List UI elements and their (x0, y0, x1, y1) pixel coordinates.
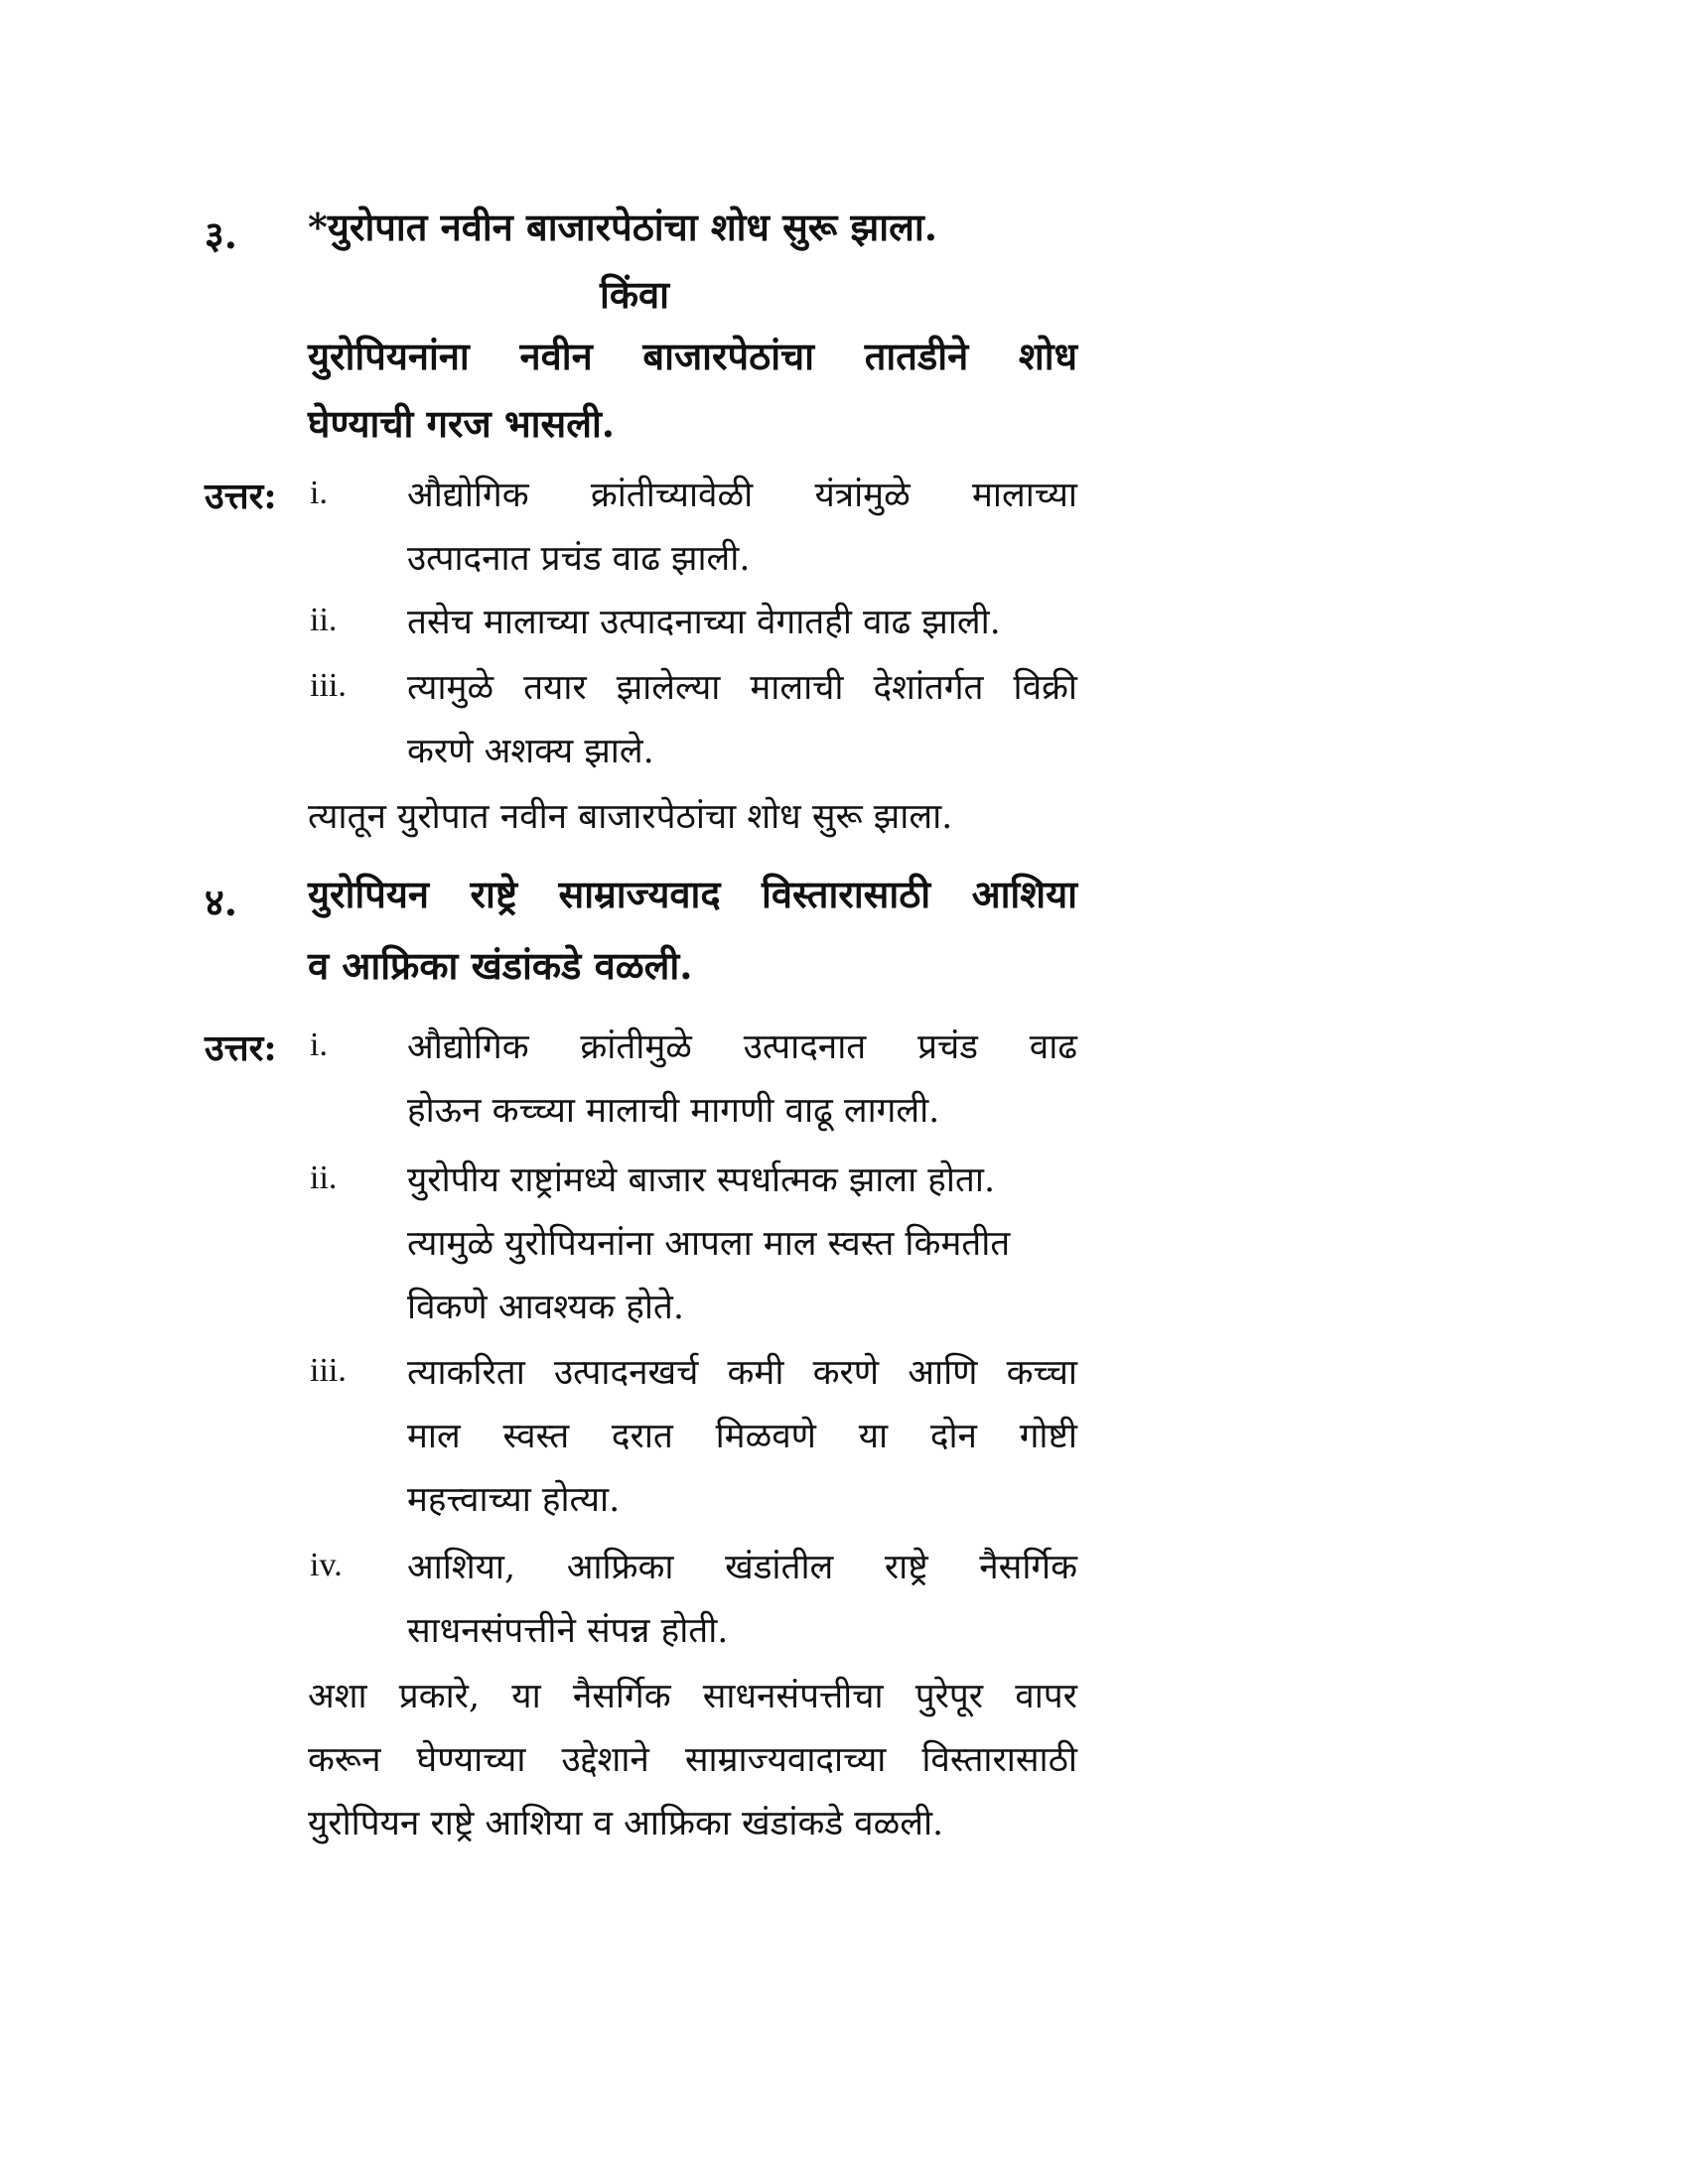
point-text-line: तसेच मालाच्या उत्पादनाच्या वेगातही वाढ झाली. (407, 603, 1001, 642)
conclusion: त्यातून युरोपात नवीन बाजारपेठांचा शोध सुरू झाला. (308, 797, 953, 837)
question-3-alt-line-2: घेण्याची गरज भासली. (308, 401, 616, 446)
point-text-line: औद्योगिक क्रांतीमुळे उत्पादनात प्रचंड वाढ (407, 1027, 1077, 1067)
question-4-title-line-2: व आफ्रिका खंडांकडे वळली. (308, 943, 693, 988)
answer-label: उत्तर: (205, 1027, 277, 1069)
point-text-line: औद्योगिक क्रांतीच्यावेळी यंत्रांमुळे मालाच्या (407, 476, 1077, 515)
point-text-line: होऊन कच्च्या मालाची मागणी वाढू लागली. (407, 1091, 940, 1131)
point-text-line: युरोपीय राष्ट्रांमध्ये बाजार स्पर्धात्मक झाला होता. (407, 1160, 996, 1200)
point-text-line: विकणे आवश्यक होते. (407, 1288, 684, 1327)
question-4-number: ४. (205, 880, 237, 924)
or-label: किंवा (600, 272, 669, 317)
question-3-number: ३. (205, 212, 237, 257)
point-text-line: करणे अशक्य झाले. (407, 732, 654, 771)
answer-label: उत्तर: (205, 476, 277, 517)
point-text-line: माल स्वस्त दरात मिळवणे या दोन गोष्टी (407, 1417, 1077, 1456)
question-3-alt-line-1: युरोपियनांना नवीन बाजारपेठांचा तातडीने शोध (308, 334, 1077, 378)
question-3-title: *युरोपात नवीन बाजारपेठांचा शोध सुरू झाला. (308, 205, 937, 249)
conclusion-line: अशा प्रकारे, या नैसर्गिक साधनसंपत्तीचा पुरेपूर वापर (308, 1677, 1077, 1716)
point-text-line: त्यामुळे तयार झालेल्या मालाची देशांतर्गत विक्री (407, 668, 1077, 708)
point-text-line: त्याकरिता उत्पादनखर्च कमी करणे आणि कच्चा (407, 1353, 1077, 1393)
question-4-title-line-1: युरोपियन राष्ट्रे साम्राज्यवाद विस्तारासाठी आशिया (308, 872, 1077, 916)
point-text-line: साधनसंपत्तीने संपन्न होती. (407, 1611, 729, 1651)
point-number: ii. (310, 602, 338, 638)
point-text-line: आशिया, आफ्रिका खंडांतील राष्ट्रे नैसर्गिक (407, 1548, 1077, 1587)
point-number: iii. (310, 667, 347, 704)
point-number: iii. (310, 1352, 347, 1389)
point-text-line: उत्पादनात प्रचंड वाढ झाली. (407, 539, 751, 579)
point-number: i. (310, 1026, 328, 1063)
conclusion-line: युरोपियन राष्ट्रे आशिया व आफ्रिका खंडांकडे वळली. (308, 1804, 944, 1843)
point-number: ii. (310, 1160, 338, 1196)
point-text-line: महत्त्वाच्या होत्या. (407, 1480, 621, 1520)
point-text-line: त्यामुळे युरोपियनांना आपला माल स्वस्त किमतीत (407, 1224, 1011, 1264)
conclusion-line: करून घेण्याच्या उद्देशाने साम्राज्यवादाच्या विस्तारासाठी (308, 1740, 1077, 1780)
point-number: iv. (310, 1547, 343, 1583)
point-number: i. (310, 475, 328, 511)
